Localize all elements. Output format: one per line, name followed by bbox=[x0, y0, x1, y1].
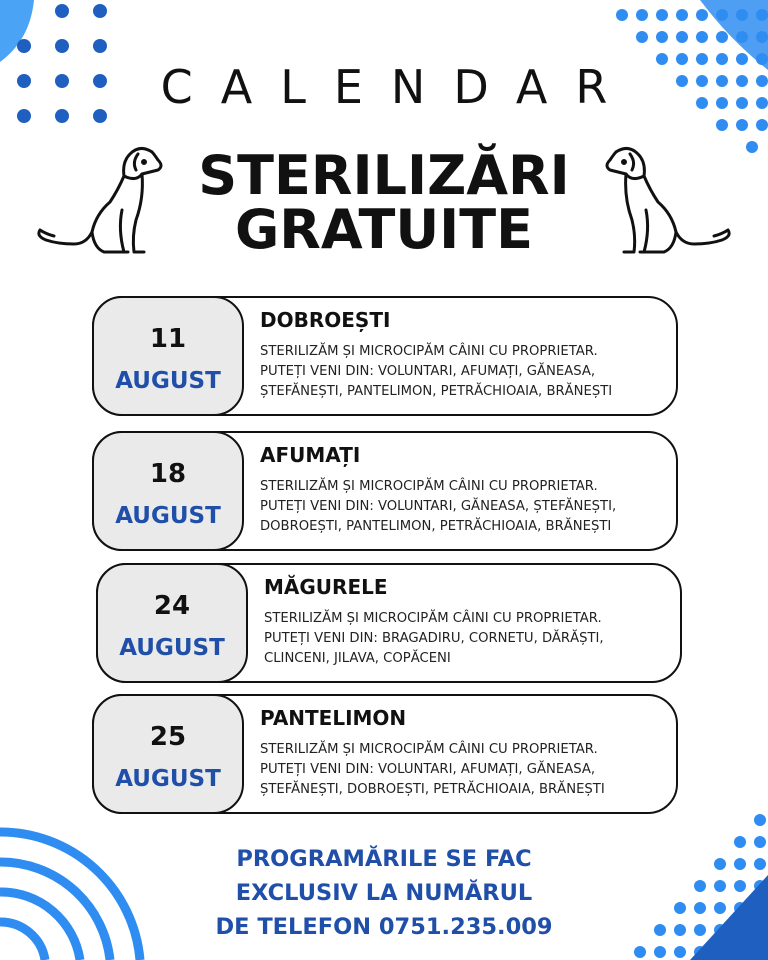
description-line: DOBROEȘTI, PANTELIMON, PETRĂCHIOAIA, BRĂNEȘTI bbox=[260, 519, 612, 534]
event-description bbox=[260, 477, 616, 537]
event-card bbox=[96, 563, 682, 683]
description-line: STERILIZĂM ȘI MICROCIPĂM CÂINI CU PROPRIETAR. bbox=[260, 742, 598, 757]
description-line: STERILIZĂM ȘI MICROCIPĂM CÂINI CU PROPRIETAR. bbox=[260, 344, 598, 359]
event-day: 11 bbox=[149, 324, 187, 354]
event-town: AFUMAȚI bbox=[260, 443, 361, 467]
date-box bbox=[92, 296, 244, 416]
event-card bbox=[92, 296, 678, 416]
dog-icon bbox=[32, 140, 172, 260]
description-line: ȘTEFĂNEȘTI, DOBROEȘTI, PETRĂCHIOAIA, BRĂNEȘTI bbox=[260, 782, 605, 797]
event-town: DOBROEȘTI bbox=[260, 308, 391, 332]
footer-line: EXCLUSIV LA NUMĂRUL bbox=[235, 880, 533, 906]
description-line: PUTEȚI VENI DIN: VOLUNTARI, AFUMAȚI, GĂNEASA, bbox=[260, 364, 596, 379]
date-box bbox=[92, 431, 244, 551]
event-town: PANTELIMON bbox=[260, 706, 407, 730]
description-line: PUTEȚI VENI DIN: VOLUNTARI, AFUMAȚI, GĂNEASA, bbox=[260, 762, 596, 777]
description-line: ȘTEFĂNEȘTI, PANTELIMON, PETRĂCHIOAIA, BRĂNEȘTI bbox=[260, 384, 613, 399]
event-month: AUGUST bbox=[115, 368, 221, 394]
title-line-2: GRATUITE bbox=[234, 198, 533, 261]
description-line: STERILIZĂM ȘI MICROCIPĂM CÂINI CU PROPRIETAR. bbox=[260, 479, 598, 494]
event-month: AUGUST bbox=[119, 635, 225, 661]
event-card bbox=[92, 694, 678, 814]
dog-icon bbox=[596, 140, 736, 260]
event-town: MĂGURELE bbox=[264, 575, 388, 599]
phone-line: DE TELEFON 0751.235.009 bbox=[215, 914, 553, 940]
title-line-1: STERILIZĂRI bbox=[198, 144, 570, 207]
event-month: AUGUST bbox=[115, 503, 221, 529]
description-line: PUTEȚI VENI DIN: VOLUNTARI, GĂNEASA, ȘTEFĂNEȘTI, bbox=[260, 499, 617, 514]
event-day: 24 bbox=[153, 591, 191, 621]
date-box bbox=[96, 563, 248, 683]
footer-line: PROGRAMĂRILE SE FAC bbox=[236, 846, 532, 872]
corner-blob-top-left bbox=[0, 0, 34, 62]
event-month: AUGUST bbox=[115, 766, 221, 792]
date-box bbox=[92, 694, 244, 814]
event-description bbox=[260, 740, 605, 800]
calendar-heading: CALENDAR bbox=[160, 60, 636, 114]
description-line: PUTEȚI VENI DIN: BRAGADIRU, CORNETU, DĂRĂȘTI, bbox=[264, 631, 604, 646]
event-day: 25 bbox=[149, 722, 187, 752]
event-description bbox=[264, 609, 604, 669]
event-card bbox=[92, 431, 678, 551]
description-line: CLINCENI, JILAVA, COPĂCENI bbox=[264, 651, 451, 666]
contact-footer bbox=[0, 842, 768, 944]
description-line: STERILIZĂM ȘI MICROCIPĂM CÂINI CU PROPRIETAR. bbox=[264, 611, 602, 626]
event-day: 18 bbox=[149, 459, 187, 489]
event-description bbox=[260, 342, 612, 402]
